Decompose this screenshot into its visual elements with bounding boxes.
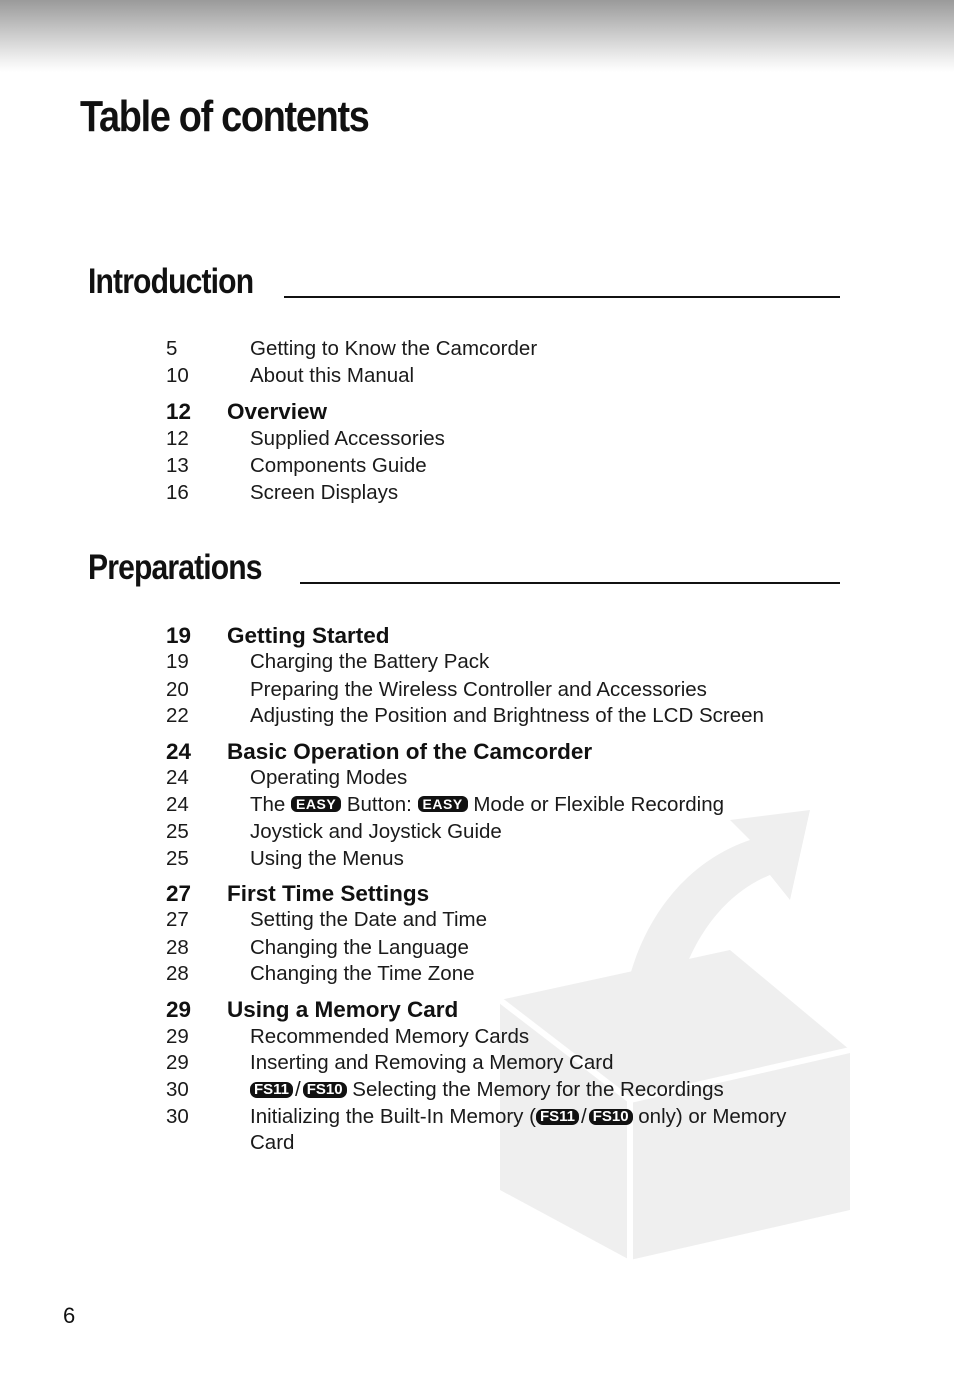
entry-page-number: 20 — [166, 678, 189, 701]
entry-title: Joystick and Joystick Guide — [250, 820, 502, 843]
entry-page-number: 10 — [166, 364, 189, 387]
entry-page-number: 28 — [166, 962, 189, 985]
introduction-heading: Introduction — [88, 262, 840, 302]
fs11-model-icon: FS11 — [250, 1082, 293, 1098]
heading-rule — [300, 582, 840, 584]
group-page-number: 12 — [166, 399, 192, 424]
fs11-model-icon: FS11 — [536, 1109, 579, 1125]
group-page-number: 27 — [166, 881, 192, 906]
entry-title: Components Guide — [250, 454, 427, 477]
entry-page-number: 25 — [166, 847, 189, 870]
group-page-number: 19 — [166, 623, 192, 648]
group-title: Basic Operation of the Camcorder — [227, 739, 593, 764]
entry-page-number: 24 — [166, 793, 189, 816]
entry-title: Using the Menus — [250, 847, 404, 870]
entry-page-number: 28 — [166, 936, 189, 959]
entry-title: The EASY Button: EASY Mode or Flexible Recording — [250, 793, 725, 816]
easy-mode-icon: EASY — [291, 796, 341, 812]
group-title: Using a Memory Card — [227, 997, 459, 1022]
entry-page-number: 12 — [166, 427, 189, 450]
entry-page-number: 13 — [166, 454, 189, 477]
preparations-heading: Preparations — [88, 548, 840, 588]
entry-title: Charging the Battery Pack — [250, 650, 490, 673]
entry-page-number: 30 — [166, 1105, 189, 1128]
entry-page-number: 24 — [166, 766, 189, 789]
slash-separator: / — [581, 1105, 587, 1128]
entry-page-number: 27 — [166, 908, 189, 931]
heading-rule — [284, 296, 840, 298]
entry-title: Recommended Memory Cards — [250, 1025, 530, 1048]
page-number: 6 — [63, 1303, 76, 1328]
entry-page-number: 29 — [166, 1051, 189, 1074]
entry-title: Setting the Date and Time — [250, 908, 488, 931]
entry-title: Initializing the Built-In Memory ( FS11 / FS10 only) or Memory — [250, 1105, 787, 1128]
entry-page-number: 25 — [166, 820, 189, 843]
fs10-model-icon: FS10 — [589, 1109, 633, 1125]
entry-page-number: 19 — [166, 650, 189, 673]
fs10-model-icon: FS10 — [303, 1082, 347, 1098]
group-page-number: 24 — [166, 739, 192, 764]
entry-page-number: 30 — [166, 1078, 189, 1101]
box-arrow-watermark-icon — [470, 800, 870, 1270]
entry-title: Screen Displays — [250, 481, 399, 504]
group-page-number: 29 — [166, 997, 192, 1022]
entry-title: FS11 / FS10 Selecting the Memory for the Recordings — [250, 1077, 724, 1103]
slash-separator: / — [295, 1078, 301, 1101]
easy-mode-icon: EASY — [418, 796, 468, 812]
header-gradient-band — [0, 0, 954, 72]
page-title: Table of contents — [80, 92, 369, 141]
group-title: Getting Started — [227, 623, 390, 648]
group-title: First Time Settings — [227, 881, 430, 906]
entry-title: Inserting and Removing a Memory Card — [250, 1051, 614, 1074]
entry-title: Changing the Language — [250, 936, 469, 959]
entry-page-number: 16 — [166, 481, 189, 504]
entry-title: Adjusting the Position and Brightness of the LCD Screen — [250, 704, 764, 727]
entry-page-number: 29 — [166, 1025, 189, 1048]
entry-title: Supplied Accessories — [250, 427, 445, 450]
entry-title: About this Manual — [250, 364, 415, 387]
entry-title: Getting to Know the Camcorder — [250, 337, 538, 360]
entry-title: Card — [250, 1131, 295, 1154]
entry-page-number: 5 — [166, 337, 178, 360]
entry-title: Preparing the Wireless Controller and Accessories — [250, 678, 707, 701]
entry-title: Changing the Time Zone — [250, 962, 475, 985]
entry-page-number: 22 — [166, 704, 189, 727]
group-title: Overview — [227, 399, 328, 424]
entry-title: Operating Modes — [250, 766, 408, 789]
